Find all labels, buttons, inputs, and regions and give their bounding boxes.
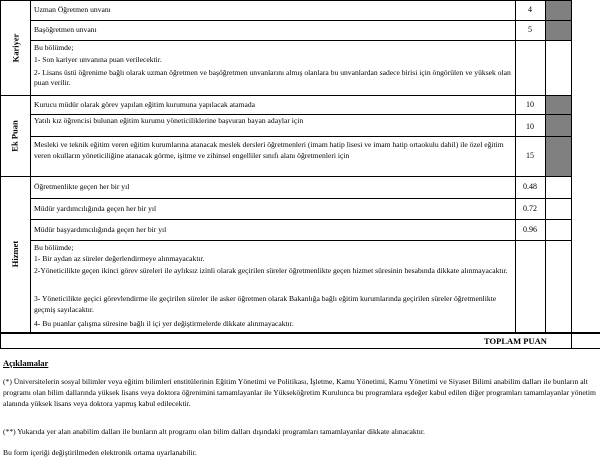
kariyer-row-2-text: Başöğretmen unvanı bbox=[34, 25, 97, 34]
footnote-2: (**) Yukarıda yer alan anabilim dalları ile bunların alt programı olan bilim dalları dışındaki programları tamamlayanlar dikkate alınacaktır. bbox=[3, 427, 425, 436]
kariyer-note-title: Bu bölümde; bbox=[34, 43, 74, 52]
hizmet-row-1-points: 0.48 bbox=[523, 182, 537, 191]
ek-puan-row-2-text: Yatılı kız öğrencisi bulunan eğitim kurumu yöneticiliklerine başvuran bayan adaylar için bbox=[34, 116, 304, 125]
gray-cell bbox=[545, 136, 571, 176]
ek-puan-row-3-points: 15 bbox=[526, 151, 534, 160]
aciklamalar-title: Açıklamalar bbox=[3, 358, 49, 368]
kariyer-row-1-points: 4 bbox=[528, 5, 532, 14]
hizmet-row-3-text: Müdür başyardımcılığında geçen her bir yıl bbox=[34, 225, 167, 234]
kariyer-row-1-text: Uzman Öğretmen unvanı bbox=[34, 5, 111, 14]
gray-cell bbox=[545, 96, 571, 114]
section-label-hizmet: Hizmet bbox=[10, 240, 20, 268]
total-label: TOPLAM PUAN bbox=[484, 336, 547, 346]
hizmet-row-3-points: 0.96 bbox=[523, 225, 537, 234]
hizmet-note-line-2: 2-Yöneticilikte geçen ikinci görev süreleri ile aylıksız izinli olarak geçirilen süreler öğretmenlikte geçen hizmet süresinin hesabında dikkate alınmayacaktır. bbox=[34, 266, 508, 275]
hizmet-row-2-text: Müdür yardımcılığında geçen her bir yıl bbox=[34, 204, 157, 213]
hizmet-note-line-4: 4- Bu puanlar çalışma süresine bağlı il içi yer değiştirmelerde dikkate alınmayacaktır. bbox=[34, 319, 294, 328]
hizmet-note-line-3: 3- Yöneticilikte geçici görevlendirme ile geçirilen süreler ile asker öğretmen olarak Bakanlığa bağlı eğitim kurumlarında geçirilen süreler öğretmenlikte geçmiş sayılacaktır. bbox=[34, 294, 497, 314]
ek-puan-row-1-text: Kurucu müdür olarak görev yapılan eğitim kurumuna yapılacak atamada bbox=[34, 100, 255, 109]
hizmet-row-2-points: 0.72 bbox=[523, 204, 537, 213]
kariyer-row-2-points: 5 bbox=[528, 25, 532, 34]
gray-cell bbox=[545, 114, 571, 136]
kariyer-note-line-1: 1- Son kariyer unvanına puan verilecektir. bbox=[34, 55, 162, 64]
gray-cell bbox=[545, 0, 571, 20]
gray-cell bbox=[545, 20, 571, 40]
ek-puan-row-1-points: 10 bbox=[526, 100, 534, 109]
hizmet-row-1-text: Öğretmenlikte geçen her bir yıl bbox=[34, 182, 130, 191]
hizmet-note-title: Bu bölümde; bbox=[34, 243, 74, 252]
section-label-ek-puan: Ek Puan bbox=[10, 119, 21, 152]
footnote-3: Bu form içeriği değiştirilmeden elektronik ortama uyarlanabilir. bbox=[3, 448, 197, 457]
ek-puan-row-2-points: 10 bbox=[526, 122, 534, 131]
hizmet-note-line-1: 1- Bir aydan az süreler değerlendirmeye alınmayacaktır. bbox=[34, 254, 205, 263]
ek-puan-row-3-text: Mesleki ve teknik eğitim veren eğitim kurumlarına atanacak meslek dersleri öğretmenleri (imam hatip lisesi ve imam hatip ortaokulu dahil) ile özel eğitim veren okulların yöneticiliğine atanacak görme, işitme ve zihinsel engelliler sınıfı alanı öğretmenleri için bbox=[34, 140, 504, 160]
footnote-1: (*) Üniversitelerin sosyal bilimler veya eğitim bilimleri enstitülerinin Eğitim Yönetimi ve Politikası, İşletme, Kamu Yönetimi, Kamu Yönetimi ve Siyaset Bilimi anabilim dalları ile bunların alt programı olan bilim dallarında yüksek lisans veya doktora öğrenimini tamamlayanlar ile Yükseköğretim Kurulunca bu programlara eşdeğer kabul edilen diğer programları tamamlayanlar yönetim alanında yüksek lisans veya doktora yapmış kabul edilecektir. bbox=[3, 377, 596, 408]
section-label-kariyer: Kariyer bbox=[9, 33, 20, 62]
kariyer-note-line-2: 2- Lisans üstü öğrenime bağlı olarak uzman öğretmen ve başöğretmen unvanlarını almış olanlara bu unvanlardan sadece birisi için öngörülen ve yüksek olan puan verilir. bbox=[34, 68, 511, 87]
